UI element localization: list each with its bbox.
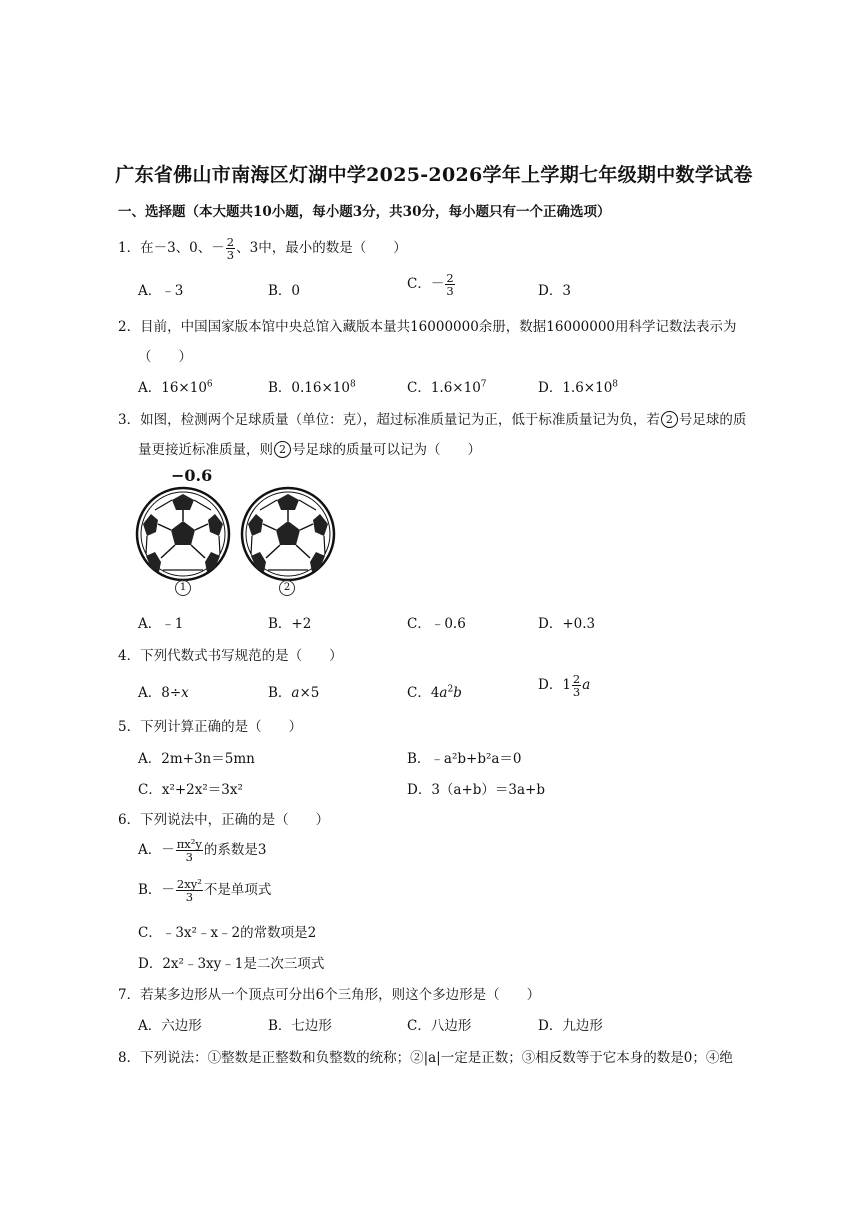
section-heading: 一、选择题（本大题共10小题，每小题3分，共30分，每小题只有一个正确选项）	[118, 204, 611, 220]
q6-option-d: D．2x²﹣3xy﹣1是二次三项式	[138, 956, 325, 972]
q5-option-c: C．x²+2x²＝3x²	[138, 782, 243, 798]
q4-option-a: A．8÷x	[138, 685, 189, 701]
q6-option-b: B．－ $\frac{\text{2xy²}}{3}$ 不是单项式	[138, 877, 272, 905]
question-7: 7．若某多边形从一个顶点可分出6个三角形，则这个多边形是（ ）	[118, 987, 541, 1003]
ball-1-label: −0.6	[171, 466, 213, 485]
q5-option-d: D．3（a+b）＝3a+b	[407, 782, 546, 798]
q2-option-b: B．$0.16\times 10^8$	[268, 379, 356, 396]
q4-option-b: B．a×5	[268, 685, 320, 701]
q3-option-a: A．﹣1	[138, 616, 184, 632]
q3-option-d: D．+0.3	[538, 616, 596, 632]
q7-option-b: B．七边形	[268, 1018, 332, 1034]
question-5: 5．下列计算正确的是（ ）	[118, 719, 303, 735]
question-1: 1．在－3、0、－ $\frac{2}{3}$ 、3中，最小的数是（ ）	[118, 235, 407, 263]
q1-option-b: B．0	[268, 283, 301, 299]
soccer-balls-figure	[133, 466, 348, 596]
question-8: 8．下列说法：①整数是正整数和负整数的统称；②|a|一定是正数；③相反数等于它本身的数是0；④绝	[118, 1050, 733, 1066]
q7-option-a: A．六边形	[138, 1018, 202, 1034]
soccer-balls-image	[133, 484, 348, 596]
question-3-cont: 量更接近标准质量，则 2 号足球的质量可以记为（ ）	[138, 442, 481, 458]
q1-option-d: D．3	[538, 283, 571, 299]
fraction: $\frac{2}{3}$	[226, 235, 235, 263]
q4-option-c: C．$4a^2b$	[407, 684, 462, 701]
page-title: 广东省佛山市南海区灯湖中学2025-2026学年上学期七年级期中数学试卷	[115, 164, 753, 186]
q7-option-d: D．九边形	[538, 1018, 603, 1034]
q1-option-c: C．－ $\frac{2}{3}$	[407, 271, 454, 299]
q3-option-b: B．+2	[268, 616, 312, 632]
question-2: 2．目前，中国国家版本馆中央总馆入藏版本量共16000000余册，数据16000000用科学记数法表示为	[118, 319, 737, 335]
q5-option-b: B．﹣a²b+b²a＝0	[407, 751, 522, 767]
soccer-ball-2	[242, 488, 334, 580]
q6-option-a: A．－ $\frac{\text{πx²y}}{3}$ 的系数是3	[138, 837, 267, 865]
q5-option-a: A．2m+3n＝5mn	[138, 751, 255, 767]
question-6: 6．下列说法中，正确的是（ ）	[118, 812, 330, 828]
q2-option-d: D．$1.6\times 10^8$	[538, 379, 619, 396]
q7-option-c: C．八边形	[407, 1018, 472, 1034]
question-3: 3．如图，检测两个足球质量（单位：克），超过标准质量记为正，低于标准质量记为负，若 2 号足球的质	[118, 412, 747, 428]
ball-2-number: 2	[279, 580, 295, 596]
q1-option-a: A．﹣3	[138, 283, 184, 299]
q2-option-c: C．$1.6\times 10^7$	[407, 379, 487, 396]
q4-option-d: D．1 $\frac{2}{3}$ a	[538, 672, 591, 700]
ball-1-number: 1	[175, 580, 191, 596]
q2-option-a: A．$16\times 10^6$	[138, 379, 213, 396]
question-4: 4．下列代数式书写规范的是（ ）	[118, 648, 343, 664]
soccer-ball-1	[137, 488, 229, 580]
q3-option-c: C．﹣0.6	[407, 616, 466, 632]
question-2-cont: （ ）	[138, 349, 192, 365]
q6-option-c: C．﹣3x²﹣x﹣2的常数项是2	[138, 925, 317, 941]
